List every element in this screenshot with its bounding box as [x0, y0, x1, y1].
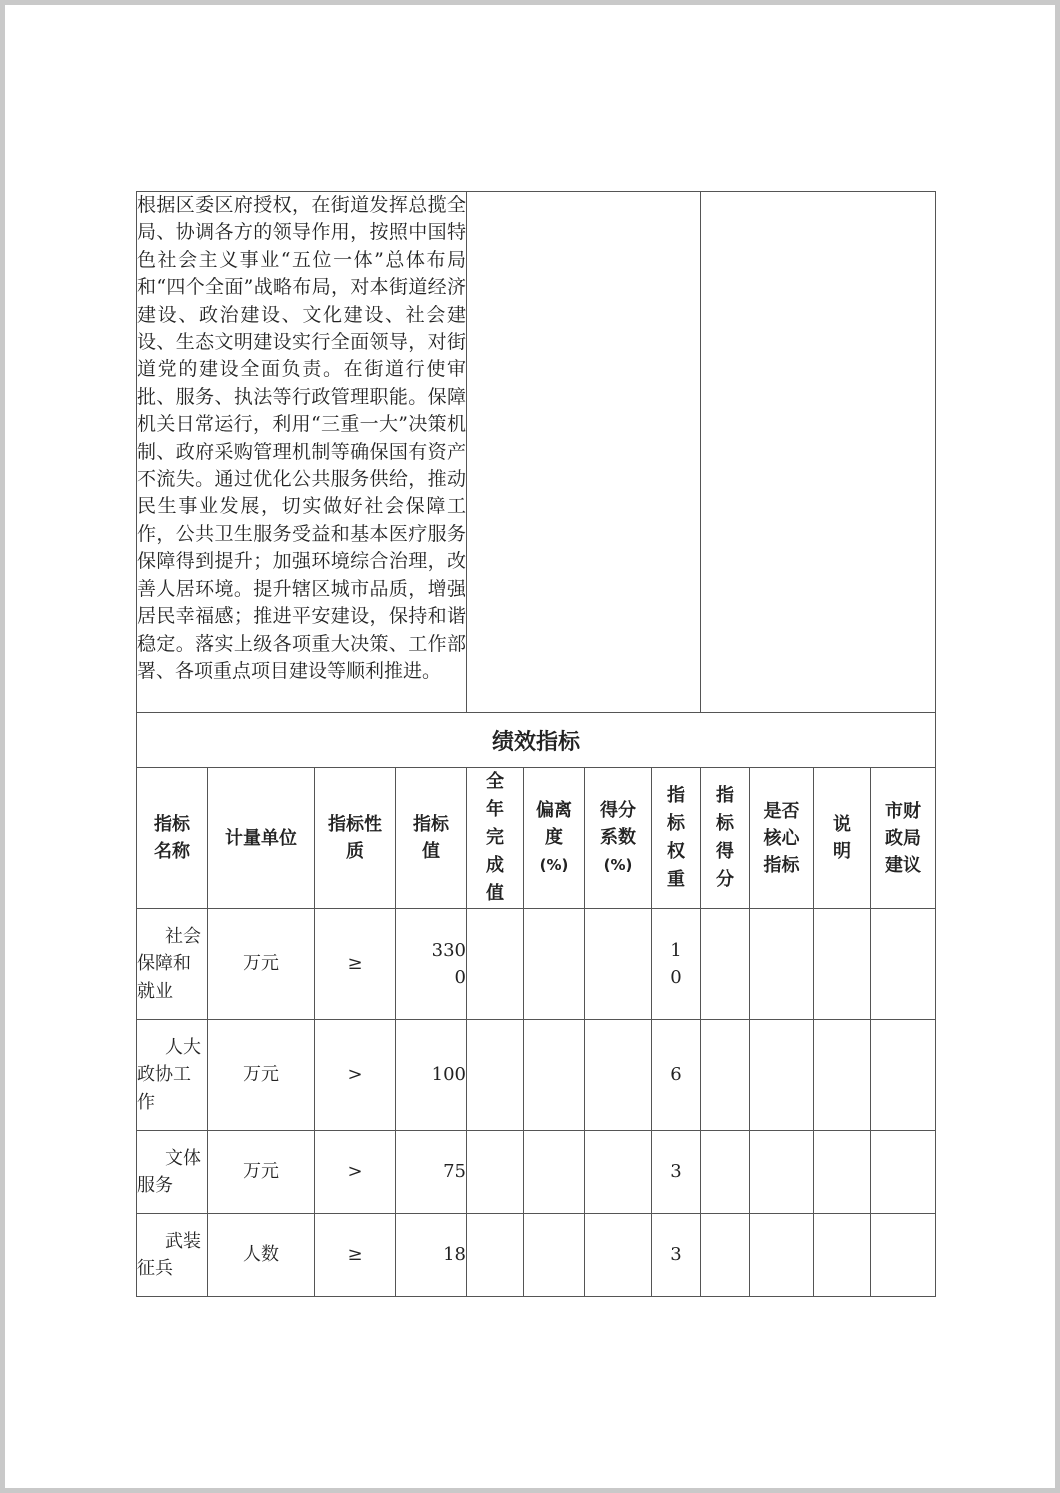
row-score — [701, 1214, 750, 1297]
header-note — [814, 768, 871, 909]
row-name-first: 人 — [165, 1036, 183, 1058]
row-score-coef — [585, 1131, 652, 1214]
section-title-row — [137, 713, 936, 768]
row-name-first: 武 — [165, 1230, 183, 1252]
row-value: 18 — [396, 1214, 467, 1297]
row-deviation — [524, 1020, 585, 1131]
row-name — [137, 1214, 208, 1297]
header-weight-text: 指标权重 — [667, 785, 685, 890]
row-name-rest: 装征兵 — [137, 1230, 201, 1279]
row-weight — [652, 909, 701, 1020]
header-note-text: 说明 — [833, 814, 851, 862]
row-score-coef — [585, 1214, 652, 1297]
row-weight: 3 — [652, 1214, 701, 1297]
header-nature — [315, 768, 396, 909]
header-name-text: 指标名称 — [154, 814, 190, 862]
row-score-coef — [585, 909, 652, 1020]
header-completed-text: 全年完成值 — [486, 771, 504, 904]
row-name-first: 社 — [165, 925, 183, 947]
row-nature: ≥ — [315, 1214, 396, 1297]
row-nature: > — [315, 1020, 396, 1131]
header-nature-text: 指标性质 — [328, 814, 382, 862]
header-score-coef-unit: (%) — [603, 856, 633, 874]
row-name-rest: 大政协工作 — [137, 1036, 201, 1113]
document-page — [5, 5, 1055, 1488]
row-completed — [467, 1020, 524, 1131]
description-row — [137, 192, 936, 713]
row-name-rest: 体服务 — [137, 1147, 201, 1196]
table-row — [137, 1214, 936, 1297]
header-completed — [467, 768, 524, 909]
row-unit: 万元 — [208, 909, 315, 1020]
header-row — [137, 768, 936, 909]
row-weight-a: 1 — [670, 939, 682, 961]
row-name-rest: 会保障和就业 — [137, 925, 201, 1002]
description-text: 根据区委区府授权，在街道发挥总揽全局、协调各方的领导作用，按照中国特色社会主义事业“五位一体”总体布局和“四个全面”战略布局，对本街道经济建设、政治建设、文化建设、社会建设、生态文明建设实行全面领导，对街道党的建设全面负责。在街道行使审批、服务、执法等行政管理职能。保障机关日常运行，利用“三重一大”决策机制、政府采购管理机制等确保国有资产不流失。通过优化公共服务供给，推动民生事业发展，切实做好社会保障工作，公共卫生服务受益和基本医疗服务保障得到提升；加强环境综合治理，改善人居环境。提升辖区城市品质，增强居民幸福感；推进平安建设，保持和谐稳定。落实上级各项重大决策、工作部署、各项重点项目建设等顺利推进。 — [137, 192, 467, 713]
row-completed — [467, 909, 524, 1020]
row-advice — [871, 1020, 936, 1131]
table-row — [137, 909, 936, 1020]
row-completed — [467, 1131, 524, 1214]
row-score-coef — [585, 1020, 652, 1131]
header-score — [701, 768, 750, 909]
table-row — [137, 1131, 936, 1214]
header-name — [137, 768, 208, 909]
row-value — [396, 909, 467, 1020]
header-score-coef — [585, 768, 652, 909]
header-value — [396, 768, 467, 909]
row-score — [701, 1020, 750, 1131]
header-deviation-unit: (%) — [539, 856, 569, 874]
row-deviation — [524, 1131, 585, 1214]
header-deviation — [524, 768, 585, 909]
section-title: 绩效指标 — [137, 713, 936, 768]
row-core — [750, 1214, 814, 1297]
row-name — [137, 1020, 208, 1131]
row-value-a: 330 — [431, 939, 466, 961]
row-name — [137, 1131, 208, 1214]
row-core — [750, 1131, 814, 1214]
header-deviation-text: 偏离度 — [536, 800, 572, 848]
row-name — [137, 909, 208, 1020]
header-advice-text: 市财政局建议 — [885, 800, 921, 876]
row-name-first: 文 — [165, 1147, 183, 1169]
row-score — [701, 1131, 750, 1214]
header-weight — [652, 768, 701, 909]
row-weight: 3 — [652, 1131, 701, 1214]
row-deviation — [524, 1214, 585, 1297]
row-note — [814, 1131, 871, 1214]
header-score-text: 指标得分 — [716, 785, 734, 890]
header-value-text: 指标值 — [413, 814, 449, 862]
row-value: 100 — [396, 1020, 467, 1131]
description-empty-cell-1 — [467, 192, 701, 713]
row-advice — [871, 1131, 936, 1214]
row-completed — [467, 1214, 524, 1297]
description-empty-cell-2 — [701, 192, 936, 713]
header-advice — [871, 768, 936, 909]
row-note — [814, 1020, 871, 1131]
row-weight-b: 0 — [670, 967, 682, 988]
row-value-b: 0 — [454, 967, 466, 988]
row-weight: 6 — [652, 1020, 701, 1131]
row-deviation — [524, 909, 585, 1020]
row-score — [701, 909, 750, 1020]
performance-table — [136, 191, 936, 1297]
table-row — [137, 1020, 936, 1131]
row-advice — [871, 909, 936, 1020]
header-core-text: 是否核心指标 — [763, 800, 800, 876]
row-unit: 万元 — [208, 1131, 315, 1214]
header-score-coef-text: 得分系数 — [600, 800, 636, 848]
row-advice — [871, 1214, 936, 1297]
row-unit: 人数 — [208, 1214, 315, 1297]
row-core — [750, 1020, 814, 1131]
row-nature: ≥ — [315, 909, 396, 1020]
row-nature: > — [315, 1131, 396, 1214]
row-note — [814, 1214, 871, 1297]
row-note — [814, 909, 871, 1020]
row-unit: 万元 — [208, 1020, 315, 1131]
header-core — [750, 768, 814, 909]
row-value: 75 — [396, 1131, 467, 1214]
row-core — [750, 909, 814, 1020]
header-unit: 计量单位 — [208, 768, 315, 909]
